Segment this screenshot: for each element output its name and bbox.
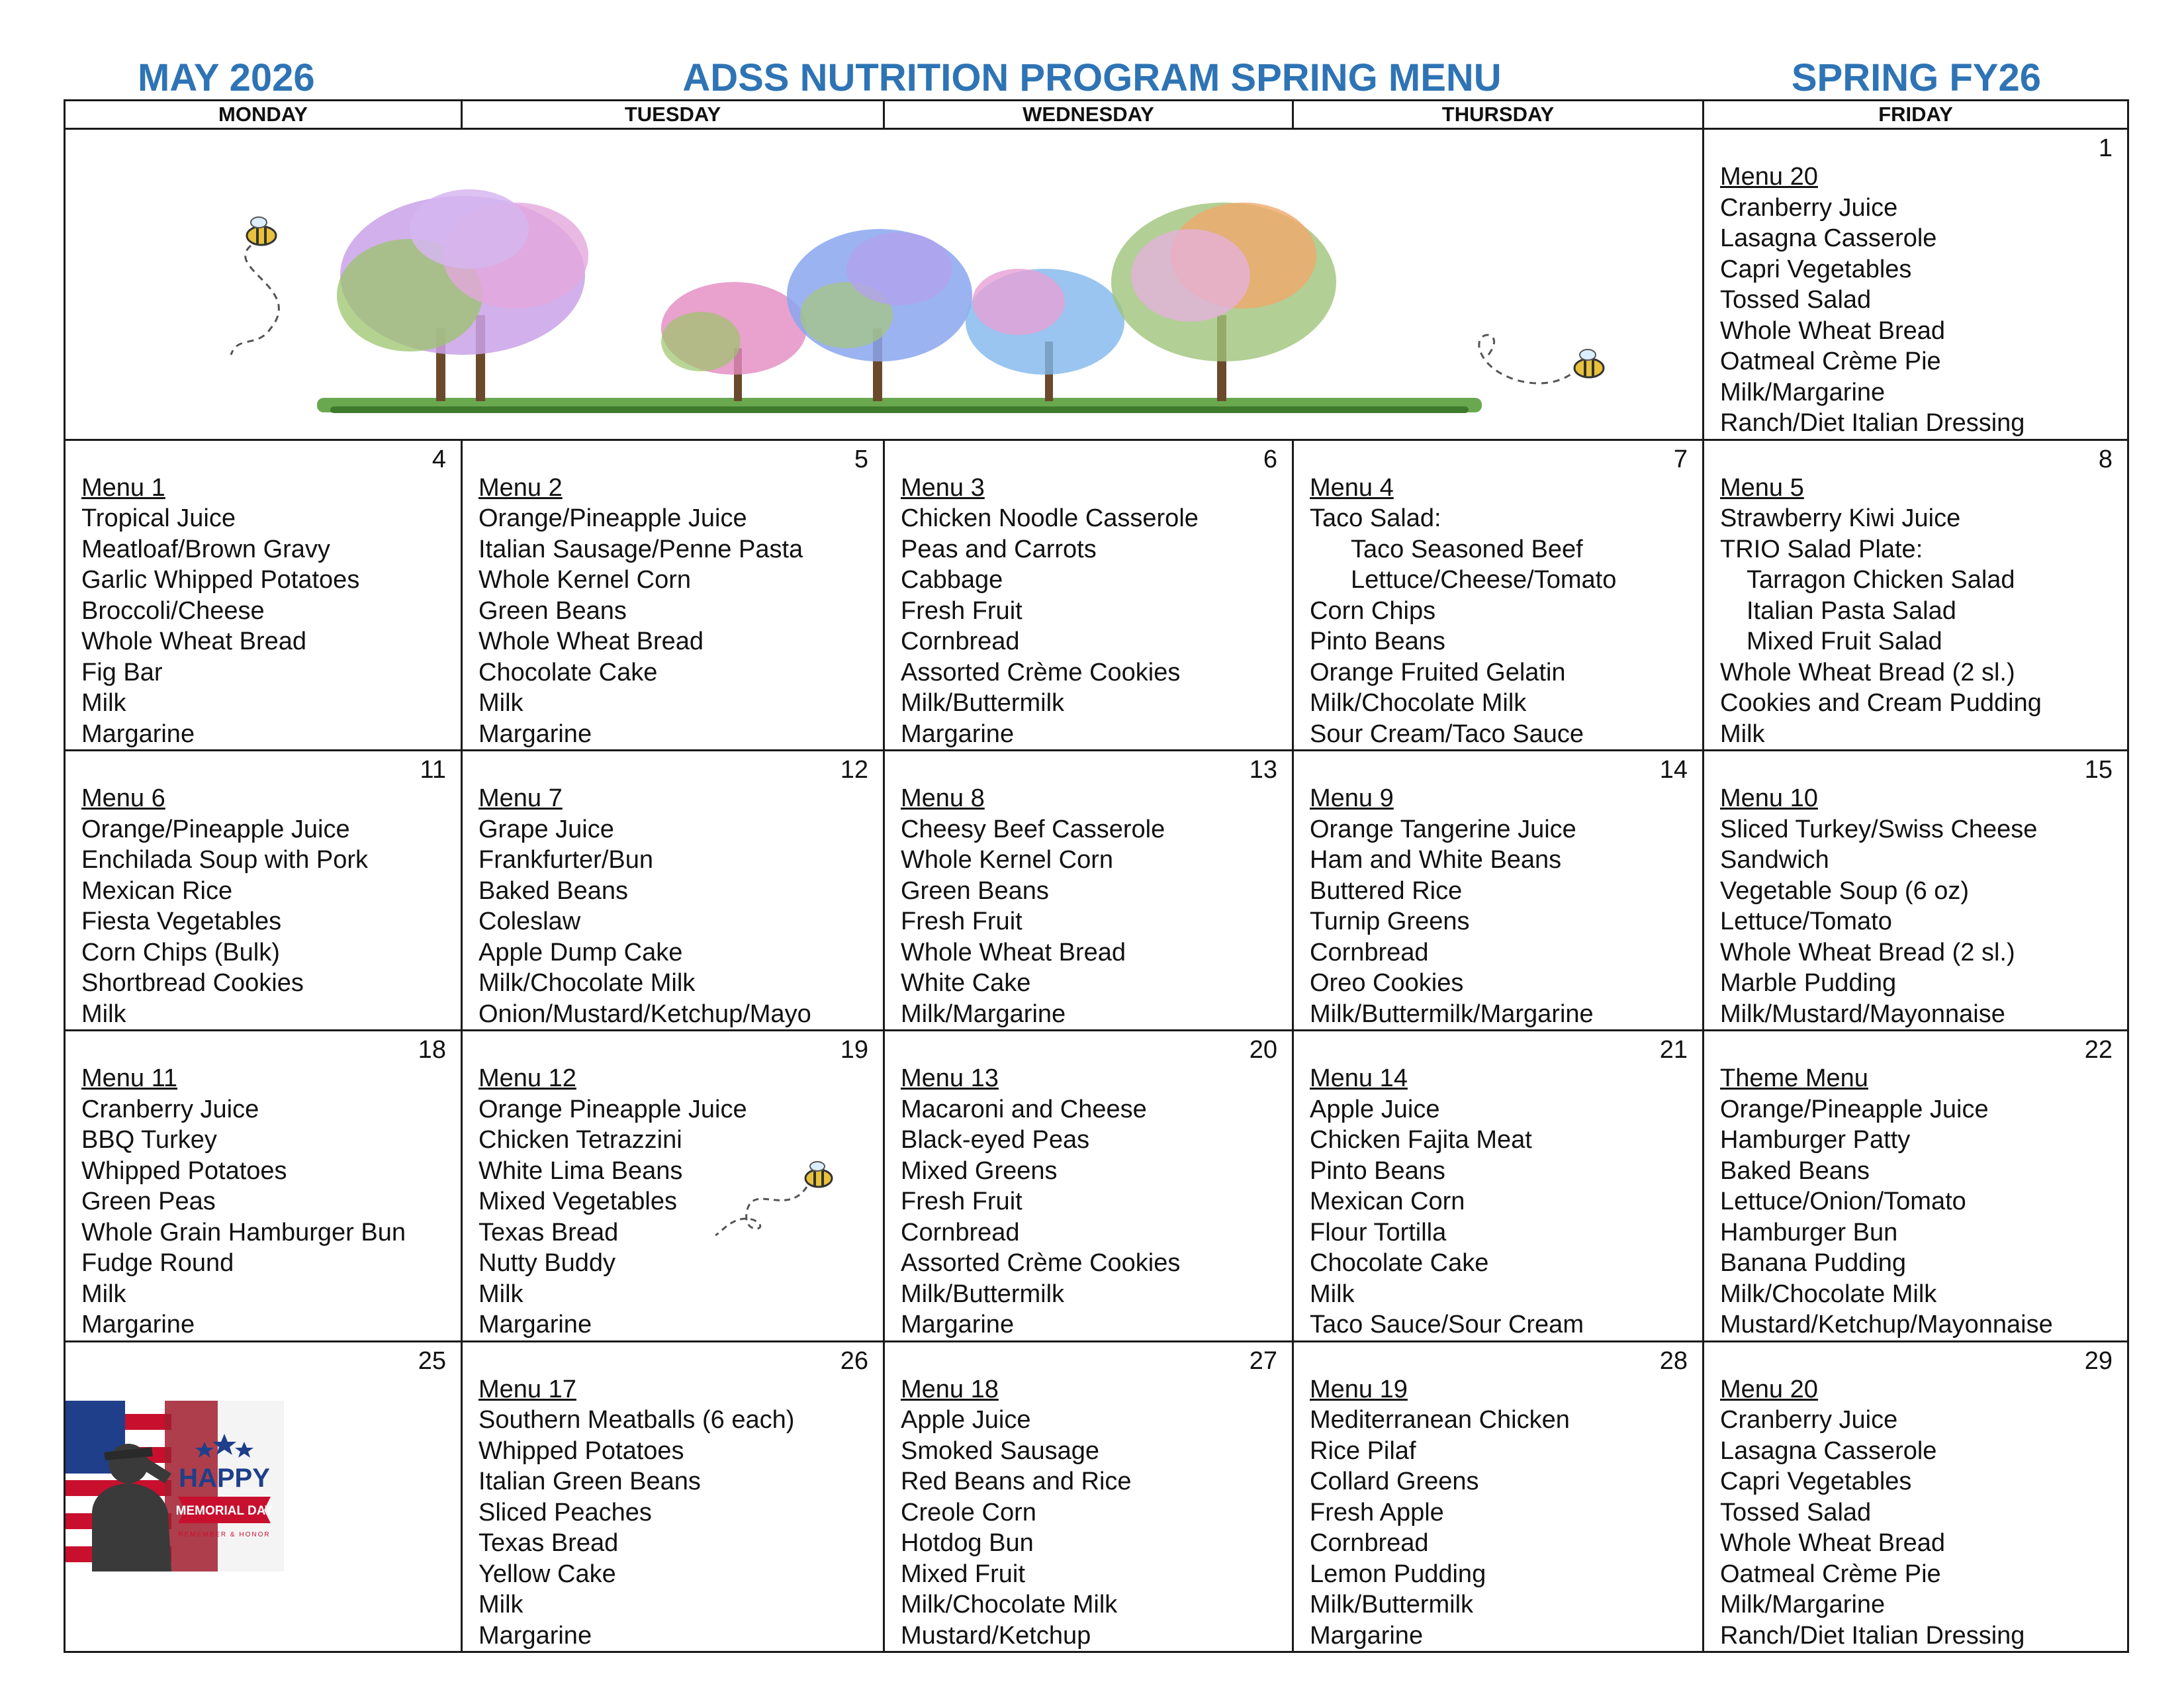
menu-item: Green Beans [901,876,1049,905]
menu-item: Tossed Salad [1720,286,1872,314]
bee-icon-right [1479,335,1604,383]
menu-item: Cornbread [1310,1529,1429,1557]
menu-item: Creole Corn [901,1498,1036,1526]
menu-item: TRIO Salad Plate: [1720,535,1923,563]
menu-item: Broccoli/Cheese [81,596,265,625]
menu-item: Cookies and Cream Pudding [1720,689,2042,717]
bee-icon-left [231,217,279,355]
menu-title: Menu 4 [1310,473,1394,502]
menu-title: Theme Menu [1720,1064,1868,1092]
menu-item: Whole Wheat Bread (2 sl.) [1720,938,2015,966]
menu-item: Margarine [81,1311,195,1338]
menu-title: Menu 8 [901,784,985,812]
day-number: 28 [1659,1346,1688,1375]
menu-item: Ranch/Diet Italian Dressing [1720,409,2025,437]
menu-item: Lasagna Casserole [1720,224,1937,252]
menu-item: Mixed Vegetables [478,1188,677,1215]
day-number: 12 [840,756,868,784]
menu-item: Orange Tangerine Juice [1310,815,1576,843]
day-number: 20 [1249,1036,1277,1064]
menu-item: Margarine [81,720,195,748]
menu-item: Margarine [478,1621,592,1650]
menu-item: Texas Bread [478,1218,619,1246]
menu-item: Chocolate Cake [478,658,658,686]
menu-title: Menu 13 [901,1064,999,1092]
menu-item: Milk/Buttermilk [901,689,1065,717]
menu-title: Menu 5 [1720,473,1804,502]
menu-item: Milk [1720,720,1765,748]
day-number: 22 [2084,1036,2113,1064]
menu-item: Whole Wheat Bread (2 sl.) [1720,658,2015,686]
menu-item: Whole Grain Hamburger Bun [81,1218,406,1246]
day-cell-22 [1704,1031,2128,1342]
menu-item: Margarine [901,720,1015,748]
banner-remember-text: REMEMBER & HONOR [178,1530,271,1538]
menu-item: Italian Pasta Salad [1747,596,1956,625]
menu-item: Fresh Fruit [901,596,1023,625]
day-cell-18 [65,1031,462,1342]
day-cell-6 [884,440,1293,751]
menu-title: Menu 18 [901,1375,999,1403]
spring-trees-illustration [66,130,1704,434]
menu-item: Taco Seasoned Beef [1351,535,1583,563]
menu-item: Coleslaw [478,908,581,935]
day-cell-29 [1704,1341,2128,1652]
menu-item: Flour Tortilla [1310,1218,1447,1246]
month-title: MAY 2026 [138,56,315,99]
day-cell-26 [462,1341,884,1652]
menu-item: Yellow Cake [478,1560,616,1588]
menu-item: Tossed Salad [1720,1498,1872,1526]
menu-item: Lasagna Casserole [1720,1436,1937,1465]
day-cell-19 [462,1031,884,1342]
menu-item: Fresh Fruit [901,1188,1023,1215]
menu-item: Red Beans and Rice [901,1468,1132,1495]
day-number: 5 [854,445,868,473]
menu-item: Italian Sausage/Penne Pasta [478,535,803,563]
day-number: 4 [432,445,446,473]
menu-item: Milk/Margarine [1720,1591,1886,1618]
menu-title: Menu 20 [1720,1375,1818,1403]
menu-item: Fudge Round [81,1249,234,1277]
menu-item: Milk/Buttermilk/Margarine [1310,1000,1594,1028]
day-number: 6 [1263,445,1277,473]
day-number: 18 [418,1036,446,1064]
menu-item: Margarine [478,1311,592,1338]
menu-item: Sliced Peaches [478,1498,652,1526]
menu-item: Milk [478,689,523,717]
menu-item: Corn Chips (Bulk) [81,938,280,966]
menu-item: Onion/Mustard/Ketchup/Mayo [478,1000,811,1028]
menu-item: Cranberry Juice [1720,193,1898,222]
menu-item: Oatmeal Crème Pie [1720,1560,1941,1588]
menu-item: Garlic Whipped Potatoes [81,566,360,594]
spring-illustration-cell [65,129,1704,440]
menu-item: Whole Wheat Bread [901,938,1126,966]
menu-item: Orange/Pineapple Juice [478,504,747,532]
menu-item: Fresh Apple [1310,1498,1444,1526]
menu-title: Menu 6 [81,784,165,812]
menu-item: Whole Wheat Bread [81,628,307,655]
menu-title: Menu 9 [1310,784,1394,812]
menu-item: Whole Wheat Bread [1720,1529,1946,1557]
menu-item: Corn Chips [1310,596,1436,625]
memorial-day-banner [66,1401,284,1571]
menu-item: Tropical Juice [81,504,236,532]
day-header-thursday: THURSDAY [1293,101,1704,129]
day-cell-25 [65,1341,462,1652]
day-number: 15 [2084,756,2113,784]
menu-item: Tarragon Chicken Salad [1747,566,2015,594]
menu-item: Mediterranean Chicken [1310,1406,1570,1434]
day-cell-11 [65,751,462,1031]
day-cell-28 [1293,1341,1704,1652]
day-number: 21 [1659,1036,1688,1064]
menu-title: Menu 11 [81,1064,178,1092]
tree-orange-right [1111,203,1336,401]
menu-item: Frankfurter/Bun [478,846,653,874]
menu-item: Orange/Pineapple Juice [1720,1095,1989,1123]
menu-calendar [64,99,2129,1653]
day-number: 7 [1673,445,1688,473]
menu-item: Italian Green Beans [478,1468,701,1495]
menu-item: BBQ Turkey [81,1126,217,1154]
day-header-tuesday: TUESDAY [462,101,884,129]
menu-item: Milk/Chocolate Milk [1310,689,1527,717]
menu-item: Smoked Sausage [901,1436,1099,1465]
menu-item: Green Beans [478,596,627,625]
day-cell-8 [1704,440,2128,751]
day-number: 13 [1249,756,1277,784]
menu-item: Whole Wheat Bread [1720,316,1946,345]
menu-item: Hotdog Bun [901,1529,1034,1557]
menu-item: Chicken Noodle Casserole [901,504,1199,532]
season-title: SPRING FY26 [1791,56,2041,99]
menu-item: Orange Fruited Gelatin [1310,658,1566,686]
menu-item: Pinto Beans [1310,628,1445,655]
menu-item: Milk/Chocolate Milk [1720,1280,1937,1308]
day-cell-1 [1704,129,2128,440]
menu-title: Menu 7 [478,784,563,812]
menu-item: Milk [81,1000,126,1028]
menu-item: Ranch/Diet Italian Dressing [1720,1621,2025,1650]
menu-item: Orange Pineapple Juice [478,1095,747,1123]
menu-item: Orange/Pineapple Juice [81,815,350,843]
menu-title: Menu 12 [478,1064,576,1092]
menu-item: Sandwich [1720,846,1829,874]
menu-item: Baked Beans [1720,1156,1870,1185]
menu-item: Milk/Margarine [901,1000,1066,1028]
day-cell-7 [1293,440,1704,751]
menu-title: Menu 19 [1310,1375,1408,1403]
menu-item: Milk [1310,1280,1355,1308]
day-number: 26 [840,1346,868,1375]
tree-blue-center [787,229,972,401]
menu-item: Whole Kernel Corn [478,566,692,594]
menu-item: Black-eyed Peas [901,1126,1090,1154]
menu-item: Marble Pudding [1720,969,1897,997]
menu-item: Mexican Corn [1310,1188,1465,1215]
menu-item: Peas and Carrots [901,535,1097,563]
bee-icon-small [714,1157,840,1243]
day-cell-20 [884,1031,1293,1342]
menu-title: Menu 10 [1720,784,1818,812]
menu-item: Collard Greens [1310,1468,1479,1495]
menu-item: Fiesta Vegetables [81,908,282,935]
day-cell-14 [1293,751,1704,1031]
menu-item: Sliced Turkey/Swiss Cheese [1720,815,2038,843]
menu-item: Milk [478,1591,523,1618]
menu-item: Oreo Cookies [1310,969,1464,997]
menu-item: Meatloaf/Brown Gravy [81,535,330,563]
menu-item: Capri Vegetables [1720,255,1912,283]
day-header-monday: MONDAY [65,101,462,129]
menu-item: Mustard/Ketchup/Mayonnaise [1720,1311,2053,1338]
menu-item: Taco Sauce/Sour Cream [1310,1311,1584,1338]
day-number: 14 [1659,756,1688,784]
day-cell-4 [65,440,462,751]
menu-title: Menu 3 [901,473,985,502]
program-title: ADSS NUTRITION PROGRAM SPRING MENU [682,56,1502,99]
day-cell-13 [884,751,1293,1031]
menu-item: Cabbage [901,566,1003,594]
menu-item: Cranberry Juice [81,1095,259,1123]
day-number: 29 [2084,1346,2113,1375]
day-number: 1 [2098,134,2113,162]
menu-item: Mixed Greens [901,1156,1058,1185]
menu-item: Chicken Fajita Meat [1310,1126,1532,1154]
menu-title: Menu 1 [81,473,165,502]
banner-happy-text: HAPPY [179,1463,270,1493]
menu-item: Apple Juice [1310,1095,1440,1123]
menu-item: Banana Pudding [1720,1249,1907,1277]
menu-item: Hamburger Bun [1720,1218,1898,1246]
menu-item: White Lima Beans [478,1156,683,1185]
tree-lavender-large [337,189,588,401]
menu-item: Milk/Chocolate Milk [901,1591,1118,1618]
menu-item: Southern Meatballs (6 each) [478,1406,795,1434]
menu-item: Shortbread Cookies [81,969,304,997]
menu-item: Hamburger Patty [1720,1126,1911,1154]
menu-item: Macaroni and Cheese [901,1095,1147,1123]
menu-item: Assorted Crème Cookies [901,658,1181,686]
menu-item: Whipped Potatoes [81,1156,287,1185]
day-cell-15 [1704,751,2128,1031]
day-header-wednesday: WEDNESDAY [884,101,1293,129]
menu-item: Cornbread [901,1218,1020,1246]
day-number: 27 [1249,1346,1277,1375]
menu-item: Cheesy Beef Casserole [901,815,1165,843]
day-number: 8 [2098,445,2113,473]
day-header-friday: FRIDAY [1704,101,2128,129]
menu-item: Milk [478,1280,523,1308]
grass-shadow [330,406,1469,413]
menu-item: Fresh Fruit [901,908,1023,935]
menu-item: Milk/Chocolate Milk [478,969,696,997]
menu-item: Grape Juice [478,815,614,843]
menu-item: Milk/Margarine [1720,378,1886,406]
menu-item: Ham and White Beans [1310,846,1562,874]
menu-item: Margarine [901,1311,1015,1338]
menu-item: Cornbread [901,628,1020,655]
menu-item: Vegetable Soup (6 oz) [1720,876,1970,905]
menu-item: Texas Bread [478,1529,619,1557]
day-cell-12 [462,751,884,1031]
banner-memorial-text: MEMORIAL DAY [175,1503,273,1518]
menu-item: Lemon Pudding [1310,1560,1486,1588]
day-cell-27 [884,1341,1293,1652]
menu-item: Assorted Crème Cookies [901,1249,1181,1277]
menu-item: Mexican Rice [81,876,233,905]
menu-item: Baked Beans [478,876,629,905]
menu-item: Chocolate Cake [1310,1249,1489,1277]
menu-item: Milk/Buttermilk [901,1280,1065,1308]
menu-item: Mustard/Ketchup [901,1621,1091,1650]
menu-item: White Cake [901,969,1031,997]
menu-title: Menu 20 [1720,163,1818,191]
menu-item: Buttered Rice [1310,876,1463,905]
menu-item: Milk/Buttermilk [1310,1591,1474,1618]
menu-item: Rice Pilaf [1310,1436,1416,1465]
menu-title: Menu 2 [478,473,563,502]
menu-item: Lettuce/Cheese/Tomato [1351,566,1617,594]
menu-item: Capri Vegetables [1720,1468,1912,1495]
day-number: 19 [840,1036,868,1064]
day-number: 11 [420,756,446,784]
menu-item: Apple Juice [901,1406,1031,1434]
menu-item: Green Peas [81,1188,216,1215]
menu-item: Mixed Fruit [901,1560,1025,1588]
menu-item: Whipped Potatoes [478,1436,684,1465]
menu-item: Chicken Tetrazzini [478,1126,682,1154]
menu-item: Margarine [1310,1621,1424,1650]
menu-item: Lettuce/Tomato [1720,908,1892,935]
menu-title: Menu 14 [1310,1064,1408,1092]
menu-item: Whole Wheat Bread [478,628,704,655]
menu-item: Turnip Greens [1310,908,1470,935]
menu-item: Taco Salad: [1310,504,1441,532]
menu-item: Nutty Buddy [478,1249,615,1277]
menu-item: Apple Dump Cake [478,938,683,966]
menu-item: Strawberry Kiwi Juice [1720,504,1961,532]
tree-pink-small [661,282,807,401]
day-cell-5 [462,440,884,751]
menu-item: Margarine [478,720,592,748]
menu-item: Whole Kernel Corn [901,846,1114,874]
menu-item: Cornbread [1310,938,1429,966]
menu-item: Milk [81,689,126,717]
menu-item: Enchilada Soup with Pork [81,846,369,874]
menu-item: Sour Cream/Taco Sauce [1310,720,1584,748]
menu-item: Cranberry Juice [1720,1406,1898,1434]
tree-pink-blue [966,269,1124,401]
menu-item: Milk/Mustard/Mayonnaise [1720,1000,2005,1028]
day-number: 25 [418,1346,446,1375]
day-cell-21 [1293,1031,1704,1342]
menu-item: Oatmeal Crème Pie [1720,348,1941,375]
menu-item: Lettuce/Onion/Tomato [1720,1188,1966,1215]
menu-item: Fig Bar [81,658,163,686]
menu-item: Milk [81,1280,126,1308]
menu-item: Mixed Fruit Salad [1747,628,1942,655]
menu-item: Pinto Beans [1310,1156,1445,1185]
menu-title: Menu 17 [478,1375,576,1403]
